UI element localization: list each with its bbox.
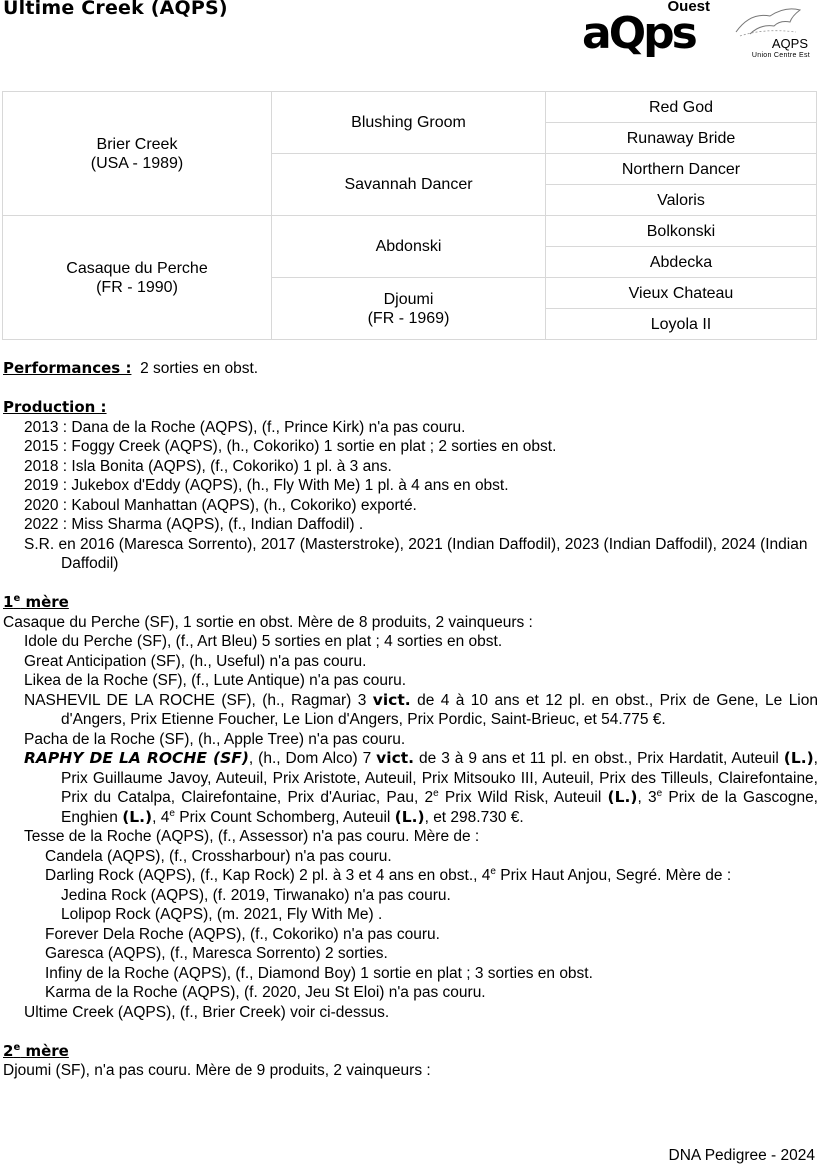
grand-offspring-line: Forever Dela Roche (AQPS), (f., Cokoriko) n'a pas couru. — [45, 925, 440, 943]
production-item: 2013 : Dana de la Roche (AQPS), (f., Prince Kirk) n'a pas couru. — [24, 418, 466, 436]
dam-sire-cell: Abdonski — [272, 216, 546, 278]
grand-offspring-line: Darling Rock (AQPS), (f., Kap Rock) 2 pl. à 3 et 4 ans en obst., 4e Prix Haut Anjou, Segré. Mère de : — [45, 865, 732, 884]
grand-offspring-line: Karma de la Roche (AQPS), (f. 2020, Jeu St Eloi) n'a pas couru. — [45, 984, 486, 1001]
performances — [3, 359, 818, 379]
gg-cell: Valoris — [546, 185, 817, 216]
page-title: Ultime Creek (AQPS) — [3, 0, 228, 19]
great-offspring-line: Jedina Rock (AQPS), (f. 2019, Tirwanako) n'a pas couru. — [61, 886, 451, 904]
grand-offspring-line: Candela (AQPS), (f., Crossharbour) n'a pas couru. — [45, 847, 392, 865]
gg-cell: Loyola II — [546, 309, 817, 340]
offspring-line: Ultime Creek (AQPS), (f., Brier Creek) voir ci-dessus. — [24, 1003, 390, 1021]
production-item: 2022 : Miss Sharma (AQPS), (f., Indian Daffodil) . — [24, 516, 364, 533]
footer: DNA Pedigree - 2024 — [668, 1147, 815, 1164]
gg-cell: Vieux Chateau — [546, 278, 817, 309]
production-item: 2018 : Isla Bonita (AQPS), (f., Cokoriko) 1 pl. à 3 ans. — [24, 457, 392, 475]
pedigree-table — [2, 91, 817, 340]
offspring-line-raphy: RAPHY DE LA ROCHE (SF), (h., Dom Alco) 7 vict. de 3 à 9 ans et 11 pl. en obst., Prix Hardatit, Auteuil (L.), Prix Guillaume Javoy, Auteuil, Prix Aristote, Auteuil, Prix Mitsouko III, Auteuil, Prix des Tilleuls, Clairefontaine, Prix du Catalpa, Clairefontaine, Prix d'Auriac, Pau, 2e Prix Wild Risk, Auteuil (L.), 3e Prix de la Gascogne, Enghien (L.), 4e Prix Count Schomberg, Auteuil (L.), et 298.730 €. — [24, 749, 818, 826]
production-item: 2020 : Kaboul Manhattan (AQPS), (h., Cokoriko) exporté. — [24, 496, 417, 514]
dam-dam-cell: Djoumi (FR - 1969) — [272, 278, 546, 340]
gg-cell: Abdecka — [546, 247, 817, 278]
gg-cell: Bolkonski — [546, 216, 817, 247]
offspring-line: Great Anticipation (SF), (h., Useful) n'a pas couru. — [24, 652, 367, 670]
aqps-union-centre-est-logo: AQPS Union Centre Est — [730, 2, 814, 64]
mere1-intro: Casaque du Perche (SF), 1 sortie en obst. Mère de 8 produits, 2 vainqueurs : — [3, 613, 533, 631]
production-item: 2019 : Jukebox d'Eddy (AQPS), (h., Fly With Me) 1 pl. à 4 ans en obst. — [24, 477, 509, 494]
sire-cell: Brier Creek (USA - 1989) — [3, 92, 272, 216]
gg-cell: Runaway Bride — [546, 123, 817, 154]
gg-cell: Red God — [546, 92, 817, 123]
sire-sire-cell: Blushing Groom — [272, 92, 546, 154]
offspring-line: Likea de la Roche (SF), (f., Lute Antique) n'a pas couru. — [24, 672, 407, 689]
grand-offspring-line: Infiny de la Roche (AQPS), (f., Diamond Boy) 1 sortie en plat ; 3 sorties en obst. — [45, 964, 593, 982]
offspring-line-nashevil: NASHEVIL DE LA ROCHE (SF), (h., Ragmar) 3 vict. de 4 à 10 ans et 12 pl. en obst., Prix de Gene, Le Lion d'Angers, Prix Etienne Foucher, Le Lion d'Angers, Prix Pordic, Saint-Brieuc, et 54.775 €. — [24, 690, 818, 728]
offspring-line: Pacha de la Roche (SF), (h., Apple Tree) n'a pas couru. — [24, 730, 406, 748]
grand-offspring-line: Garesca (AQPS), (f., Maresca Sorrento) 2 sorties. — [45, 945, 388, 962]
gg-cell: Northern Dancer — [546, 154, 817, 185]
performances-heading: Performances : — [3, 359, 132, 377]
production-heading: Production : — [3, 398, 107, 416]
performances-text: 2 sorties en obst. — [140, 360, 259, 377]
offspring-line: Tesse de la Roche (AQPS), (f., Assessor) n'a pas couru. Mère de : — [24, 828, 480, 845]
great-offspring-line: Lolipop Rock (AQPS), (m. 2021, Fly With Me) . — [61, 906, 383, 923]
content — [3, 359, 818, 1081]
offspring-line: Idole du Perche (SF), (f., Art Bleu) 5 sorties en plat ; 4 sorties en obst. — [24, 633, 503, 650]
dam-cell: Casaque du Perche (FR - 1990) — [3, 216, 272, 340]
mere2-intro: Djoumi (SF), n'a pas couru. Mère de 9 produits, 2 vainqueurs : — [3, 1062, 431, 1079]
production-item: 2015 : Foggy Creek (AQPS), (h., Cokoriko) 1 sortie en plat ; 2 sorties en obst. — [24, 438, 557, 455]
mere1-heading: 1e mère — [3, 593, 69, 611]
mere2-heading: 2e mère — [3, 1041, 69, 1060]
sire-dam-cell: Savannah Dancer — [272, 154, 546, 216]
production-item: S.R. en 2016 (Maresca Sorrento), 2017 (Masterstroke), 2021 (Indian Daffodil), 2023 (Indian Daffodil), 2024 (Indian Daffodil) — [24, 535, 808, 572]
logos — [578, 0, 818, 68]
aqps-ouest-logo: Ouest aQps — [582, 0, 710, 59]
